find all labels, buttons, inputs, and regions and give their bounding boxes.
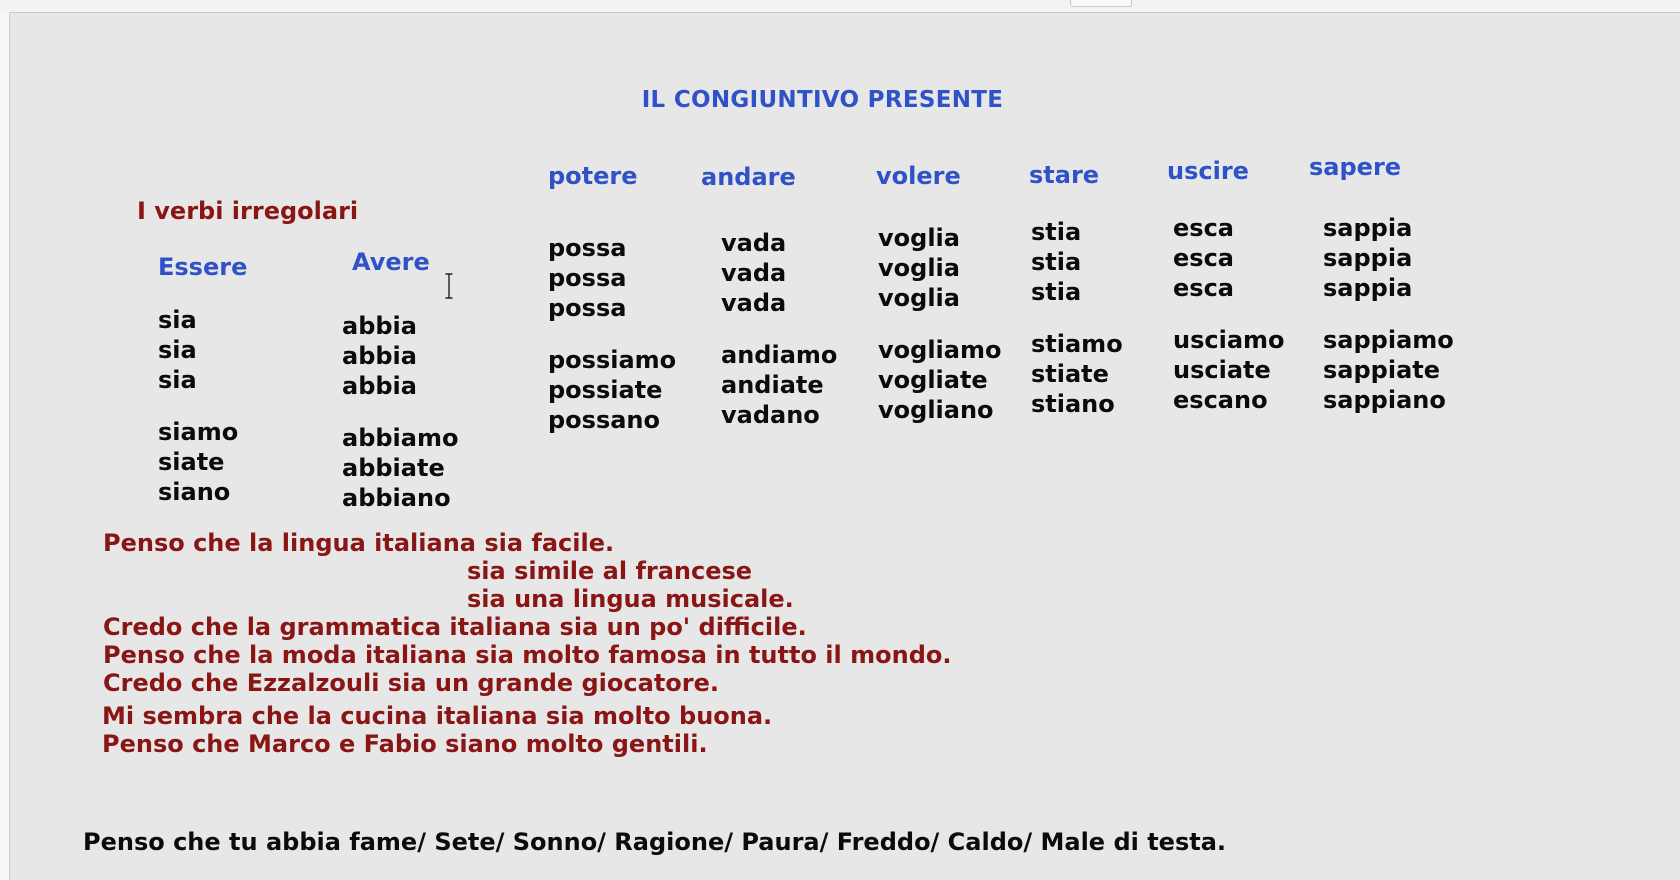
form-lui: possa <box>548 294 627 322</box>
example-sentence: Credo che Ezzalzouli sia un grande giocatore. <box>103 669 720 697</box>
form-lui: abbia <box>342 372 417 400</box>
form-io: stia <box>1031 218 1082 246</box>
form-voi: abbiate <box>342 454 445 482</box>
form-tu: voglia <box>878 254 960 282</box>
form-io: sia <box>158 306 197 334</box>
form-voi: possiate <box>548 376 663 404</box>
form-io: sappia <box>1323 214 1413 242</box>
form-loro: siano <box>158 478 231 506</box>
form-voi: usciate <box>1173 356 1271 384</box>
form-noi: siamo <box>158 418 239 446</box>
form-tu: sia <box>158 336 197 364</box>
verb-heading-sapere: sapere <box>1309 153 1402 181</box>
example-sentence: Penso che la moda italiana sia molto famosa in tutto il mondo. <box>103 641 952 669</box>
form-lui: vada <box>721 289 787 317</box>
form-voi: sappiate <box>1323 356 1441 384</box>
verb-forms-avere <box>342 311 458 513</box>
top-drag-handle[interactable] <box>1070 0 1132 7</box>
example-sentence: Penso che la lingua italiana sia facile. <box>103 529 615 557</box>
verb-forms-andare <box>721 228 837 430</box>
form-voi: vogliate <box>878 366 988 394</box>
slide-title: IL CONGIUNTIVO PRESENTE <box>641 87 1004 113</box>
verb-forms-potere <box>548 233 676 435</box>
form-voi: andiate <box>721 371 824 399</box>
window-top-bar <box>0 0 1680 13</box>
form-tu: stia <box>1031 248 1082 276</box>
form-lui: sia <box>158 366 197 394</box>
form-loro: possano <box>548 406 661 434</box>
form-io: vada <box>721 229 787 257</box>
form-io: esca <box>1173 214 1234 242</box>
form-lui: esca <box>1173 274 1234 302</box>
example-sentence: sia una lingua musicale. <box>467 585 794 613</box>
form-noi: abbiamo <box>342 424 459 452</box>
form-lui: sappia <box>1323 274 1413 302</box>
form-noi: sappiamo <box>1323 326 1454 354</box>
form-loro: sappiano <box>1323 386 1446 414</box>
form-tu: abbia <box>342 342 417 370</box>
verb-heading-andare: andare <box>701 163 796 191</box>
form-noi: andiamo <box>721 341 838 369</box>
slide-canvas <box>10 13 1680 880</box>
left-panel-edge <box>0 12 10 880</box>
verb-forms-stare <box>1031 217 1123 419</box>
form-loro: vogliano <box>878 396 994 424</box>
form-voi: stiate <box>1031 360 1109 388</box>
form-io: possa <box>548 234 627 262</box>
form-lui: stia <box>1031 278 1082 306</box>
verb-forms-sapere <box>1323 213 1454 415</box>
final-example-line: Penso che tu abbia fame/ Sete/ Sonno/ Ragione/ Paura/ Freddo/ Caldo/ Male di testa. <box>83 828 1227 856</box>
form-tu: sappia <box>1323 244 1413 272</box>
form-noi: possiamo <box>548 346 677 374</box>
verb-heading-avere: Avere <box>352 248 430 276</box>
form-lui: voglia <box>878 284 960 312</box>
section-subtitle: I verbi irregolari <box>137 197 359 225</box>
verb-heading-volere: volere <box>876 162 961 190</box>
example-sentence: Mi sembra che la cucina italiana sia molto buona. <box>102 702 773 730</box>
form-loro: vadano <box>721 401 820 429</box>
form-tu: possa <box>548 264 627 292</box>
verb-heading-stare: stare <box>1029 161 1100 189</box>
form-voi: siate <box>158 448 225 476</box>
example-sentence: Credo che la grammatica italiana sia un po' difficile. <box>103 613 807 641</box>
verb-heading-potere: potere <box>548 162 638 190</box>
form-tu: vada <box>721 259 787 287</box>
form-tu: esca <box>1173 244 1234 272</box>
form-loro: abbiano <box>342 484 451 512</box>
text-cursor-icon <box>445 273 453 299</box>
example-sentence: sia simile al francese <box>467 557 753 585</box>
form-noi: vogliamo <box>878 336 1002 364</box>
form-loro: escano <box>1173 386 1268 414</box>
form-io: voglia <box>878 224 960 252</box>
verb-heading-essere: Essere <box>158 253 248 281</box>
verb-forms-volere <box>878 223 1001 425</box>
form-noi: stiamo <box>1031 330 1123 358</box>
form-io: abbia <box>342 312 417 340</box>
form-noi: usciamo <box>1173 326 1285 354</box>
form-loro: stiano <box>1031 390 1115 418</box>
verb-forms-uscire <box>1173 213 1285 415</box>
verb-heading-uscire: uscire <box>1167 157 1249 185</box>
example-sentence: Penso che Marco e Fabio siano molto gentili. <box>102 730 708 758</box>
verb-forms-essere <box>158 305 238 507</box>
